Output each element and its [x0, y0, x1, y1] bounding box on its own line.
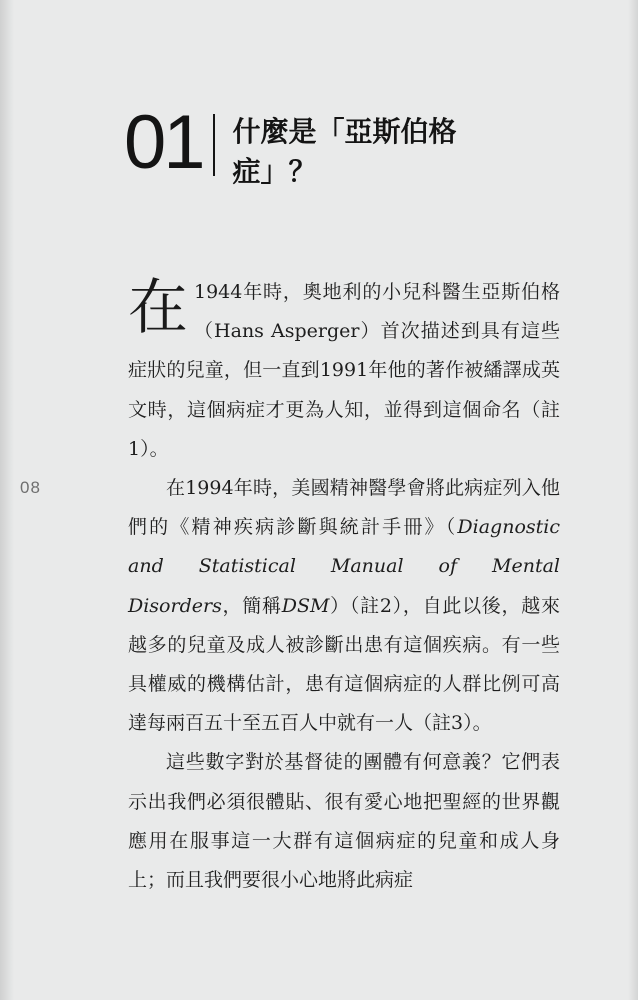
paragraph-2 [128, 469, 560, 743]
chapter-header [124, 100, 503, 192]
drop-cap: 在 [128, 273, 188, 343]
paragraph-1 [128, 273, 560, 469]
paragraph-2-part2: ，簡稱 [221, 594, 282, 617]
chapter-number: 01 [124, 100, 203, 185]
page-edge-left [0, 0, 14, 1000]
page-edge-right [628, 0, 638, 1000]
paragraph-2-part1: 在1994年時，美國精神醫學會將此病症列入他們的《精神疾病診斷與統計手冊》（ [128, 477, 560, 539]
page-number: 08 [20, 478, 41, 497]
dsm-abbrev-italic: DSM [281, 594, 330, 617]
paragraph-3-text: 這些數字對於基督徒的團體有何意義？它們表示出我們必須很體貼、很有愛心地把聖經的世界觀應用在服事這一大群有這個病症的兒童和成人身上；而且我們要很小心地將此病症 [128, 751, 560, 892]
paragraph-1-text: 1944年時，奧地利的小兒科醫生亞斯伯格（Hans Asperger）首次描述到具有這些症狀的兒童，但一直到1991年他的著作被繙譯成英文時，這個病症才更為人知，並得到這個命名（註1）。 [128, 281, 560, 460]
chapter-divider [213, 114, 215, 176]
body-text [128, 273, 560, 900]
paragraph-3 [128, 743, 560, 900]
chapter-title: 什麼是「亞斯伯格症」？ [232, 115, 457, 188]
manual-title-italic: Diagnostic and Statistical Manual of Mental Disorders [128, 516, 560, 617]
paragraph-2-part3: ）（註2），自此以後，越來越多的兒童及成人被診斷出患有這個疾病。有一些具權威的機構估計，患有這個病症的人群比例可高達每兩百五十至五百人中就有一人（註3）。 [128, 594, 560, 735]
